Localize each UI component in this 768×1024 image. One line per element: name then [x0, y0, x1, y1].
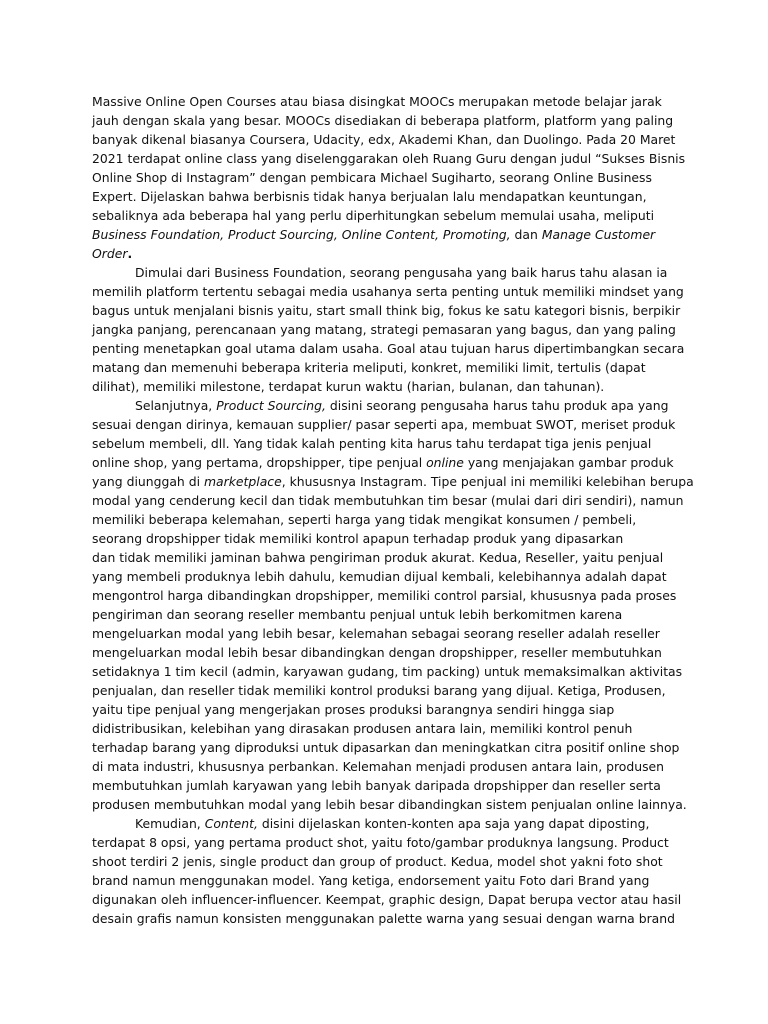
- text-line: [92, 548, 682, 567]
- text-run: di mata industri, khususnya perbankan. Kelemahan menjadi produsen antara lain, produsen: [92, 759, 665, 774]
- text-run: matang dan memenuhi beberapa kriteria meliputi, konkret, memiliki limit, tertulis (dapat: [92, 360, 646, 375]
- text-line: [92, 415, 682, 434]
- text-run: shoot terdiri 2 jenis, single product dan group of product. Kedua, model shot yakni foto shot: [92, 854, 663, 869]
- text-run: dan tidak memiliki jaminan bahwa pengiriman produk akurat. Kedua, Reseller, yaitu penjual: [92, 550, 664, 565]
- text-line: [92, 586, 682, 605]
- text-run: banyak dikenal biasanya Coursera, Udacity, edx, Akademi Khan, dan Duolingo. Pada 20 Maret: [92, 132, 676, 147]
- italic-text: Content,: [204, 816, 258, 831]
- text-run: Expert. Dijelaskan bahwa berbisnis tidak hanya berjualan lalu mendapatkan keuntungan,: [92, 189, 647, 204]
- text-run: seorang dropshipper tidak memiliki kontrol apapun terhadap produk yang dipasarkan: [92, 531, 624, 546]
- text-run: modal yang cenderung kecil dan tidak membutuhkan tim besar (mulai dari diri sendiri), namun: [92, 493, 684, 508]
- document-page: [92, 92, 694, 928]
- text-run: dan: [510, 227, 542, 242]
- text-run: Selanjutnya,: [135, 398, 217, 413]
- text-run: didistribusikan, kelebihan yang dirasakan produsen antara lain, memiliki kontrol penuh: [92, 721, 633, 736]
- text-line: [92, 852, 682, 871]
- text-run: 2021 terdapat online class yang diselenggarakan oleh Ruang Guru dengan judul “Sukses Bisnis: [92, 151, 686, 166]
- text-run: Massive Online Open Courses atau biasa disingkat MOOCs merupakan metode belajar jarak: [92, 94, 662, 109]
- text-line: [92, 358, 682, 377]
- text-line: [92, 168, 682, 187]
- text-run: memilih platform tertentu sebagai media usahanya serta penting untuk memiliki mindset yang: [92, 284, 684, 299]
- text-run: sebelum membeli, dll. Yang tidak kalah penting kita harus tahu terdapat tiga jenis penjual: [92, 436, 652, 451]
- italic-text: marketplace: [203, 474, 282, 489]
- text-line: [92, 92, 682, 111]
- text-line: [92, 491, 682, 510]
- text-run: terdapat 8 opsi, yang pertama product shot, yaitu foto/gambar produknya langsung. Product: [92, 835, 669, 850]
- text-line: [92, 567, 682, 586]
- italic-text: online: [426, 455, 464, 470]
- text-line: [92, 681, 682, 700]
- text-line: [92, 130, 682, 149]
- paragraph: [92, 396, 694, 814]
- text-run: , khususnya Instagram. Tipe penjual ini memiliki kelebihan berupa: [281, 474, 694, 489]
- text-line: [92, 814, 682, 833]
- text-run: disini seorang pengusaha harus tahu produk apa yang: [325, 398, 669, 413]
- text-line: [92, 871, 682, 890]
- text-line: [92, 301, 682, 320]
- text-run: yang diunggah di: [92, 474, 204, 489]
- text-line: [92, 776, 682, 795]
- text-line: [92, 377, 682, 396]
- text-line: [92, 263, 682, 282]
- paragraph: [92, 263, 685, 396]
- text-run: yang menjajakan gambar produk: [463, 455, 674, 470]
- text-line: [92, 225, 682, 244]
- text-run: produsen membutuhkan modal yang lebih besar dibandingkan sistem penjualan online lainnya.: [92, 797, 687, 812]
- text-run: memiliki beberapa kelemahan, seperti harga yang tidak mengikat konsumen / pembeli,: [92, 512, 637, 527]
- text-line: [92, 833, 682, 852]
- text-line: [92, 434, 682, 453]
- text-line: [92, 643, 682, 662]
- text-line: [92, 187, 682, 206]
- text-run: digunakan oleh influencer-influencer. Keempat, graphic design, Dapat berupa vector atau hasil: [92, 892, 682, 907]
- bold-text: .: [127, 246, 133, 261]
- text-run: sesuai dengan dirinya, kemauan supplier/ pasar seperti apa, membuat SWOT, meriset produk: [92, 417, 676, 432]
- text-line: [92, 719, 682, 738]
- text-run: mengontrol harga dibandingkan dropshipper, memiliki control parsial, khususnya pada proses: [92, 588, 677, 603]
- text-run: Online Shop di Instagram” dengan pembicara Michael Sugiharto, seorang Online Business: [92, 170, 652, 185]
- text-run: yaitu tipe penjual yang mengerjakan proses produksi barangnya sendiri hingga siap: [92, 702, 615, 717]
- text-run: yang membeli produknya lebih dahulu, kemudian dijual kembali, kelebihannya adalah dapat: [92, 569, 667, 584]
- italic-text: Order: [92, 246, 128, 261]
- italic-text: Business Foundation, Product Sourcing, Online Content, Promoting,: [92, 227, 511, 242]
- text-run: penjualan, dan reseller tidak memiliki kontrol produksi barang yang dijual. Ketiga, Produsen,: [92, 683, 666, 698]
- text-run: jangka panjang, perencanaan yang matang, strategi pemasaran yang bagus, dan yang paling: [92, 322, 676, 337]
- paragraph: [92, 92, 686, 263]
- italic-text: Product Sourcing,: [216, 398, 326, 413]
- text-line: [92, 662, 682, 681]
- text-line: [92, 282, 682, 301]
- text-line: [92, 244, 682, 263]
- text-line: [92, 624, 682, 643]
- text-line: [92, 510, 682, 529]
- text-line: [92, 890, 682, 909]
- text-run: Dimulai dari Business Foundation, seorang pengusaha yang baik harus tahu alasan ia: [135, 265, 668, 280]
- text-line: [92, 605, 682, 624]
- text-run: disini dijelaskan konten-konten apa saja yang dapat diposting,: [257, 816, 650, 831]
- text-line: [92, 795, 687, 814]
- text-line: [92, 320, 682, 339]
- text-line: [92, 738, 682, 757]
- text-run: desain grafis namun konsisten menggunakan palette warna yang sesuai dengan warna brand: [92, 911, 675, 926]
- text-run: jauh dengan skala yang besar. MOOCs disediakan di beberapa platform, platform yang paling: [92, 113, 674, 128]
- text-run: penting menetapkan goal utama dalam usaha. Goal atau tujuan harus dipertimbangkan secara: [92, 341, 685, 356]
- text-run: dilihat), memiliki milestone, terdapat kurun waktu (harian, bulanan, dan tahunan).: [92, 379, 605, 394]
- text-run: bagus untuk menjalani bisnis yaitu, start small think big, fokus ke satu kategori bisnis, berpikir: [92, 303, 681, 318]
- text-line: [92, 206, 682, 225]
- text-line: [92, 149, 686, 168]
- text-run: brand namun menggunakan model. Yang ketiga, endorsement yaitu Foto dari Brand yang: [92, 873, 650, 888]
- text-line: [92, 700, 682, 719]
- text-run: terhadap barang yang diproduksi untuk dipasarkan dan meningkatkan citra positif online shop: [92, 740, 680, 755]
- italic-text: Manage Customer: [541, 227, 656, 242]
- text-run: online shop, yang pertama, dropshipper, tipe penjual: [92, 455, 427, 470]
- text-run: setidaknya 1 tim kecil (admin, karyawan gudang, tim packing) untuk memaksimalkan aktivitas: [92, 664, 683, 679]
- text-line: [92, 453, 682, 472]
- text-line: [92, 757, 682, 776]
- text-line: [92, 472, 694, 491]
- text-run: membutuhkan jumlah karyawan yang lebih banyak daripada dropshipper dan reseller serta: [92, 778, 661, 793]
- text-run: sebaliknya ada beberapa hal yang perlu diperhitungkan sebelum memulai usaha, meliputi: [92, 208, 655, 223]
- text-line: [92, 396, 682, 415]
- text-run: mengeluarkan modal lebih besar dibandingkan dengan dropshipper, reseller membutuhkan: [92, 645, 662, 660]
- text-run: Kemudian,: [135, 816, 205, 831]
- text-run: mengeluarkan modal yang lebih besar, kelemahan sebagai seorang reseller adalah reseller: [92, 626, 660, 641]
- text-line: [92, 529, 682, 548]
- paragraph: [92, 814, 682, 928]
- text-line: [92, 111, 682, 130]
- text-run: pengiriman dan seorang reseller membantu penjual untuk lebih berkomitmen karena: [92, 607, 623, 622]
- text-line: [92, 339, 685, 358]
- text-line: [92, 909, 682, 928]
